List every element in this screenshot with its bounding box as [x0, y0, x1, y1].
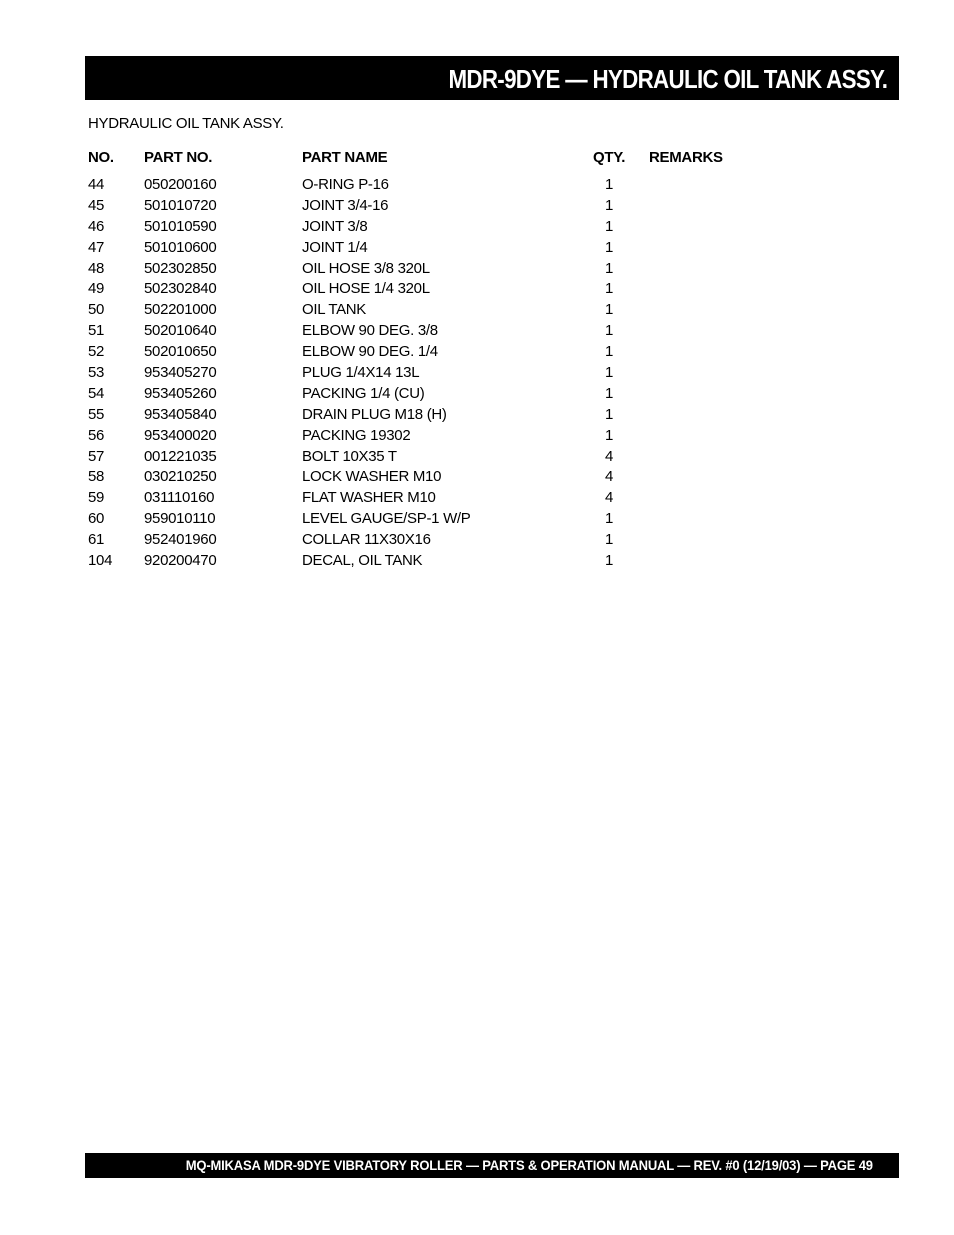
cell-part-name: LEVEL GAUGE/SP-1 W/P: [302, 510, 471, 528]
cell-qty: 1: [604, 531, 613, 549]
table-row: [88, 279, 788, 300]
cell-no: 55: [88, 405, 105, 423]
cell-no: 47: [88, 238, 105, 256]
cell-part-no: 959010110: [144, 510, 216, 528]
cell-part-name: BOLT 10X35 T: [302, 447, 397, 465]
cell-part-name: ELBOW 90 DEG. 1/4: [302, 343, 438, 361]
cell-part-no: 953405840: [144, 405, 217, 423]
table-row: [88, 259, 788, 280]
cell-part-no: 953405270: [144, 364, 217, 382]
table-row: [88, 217, 788, 238]
cell-part-name: COLLAR 11X30X16: [302, 531, 431, 549]
cell-qty: 1: [604, 405, 613, 423]
cell-qty: 1: [604, 238, 613, 256]
cell-part-no: 501010720: [144, 196, 217, 214]
cell-qty: 1: [604, 176, 613, 193]
cell-part-no: 050200160: [144, 176, 217, 193]
table-row: [88, 175, 788, 196]
table-body: [88, 175, 788, 572]
table-row: [88, 300, 788, 321]
cell-part-name: PACKING 19302: [302, 426, 411, 444]
cell-no: 48: [88, 259, 105, 277]
table-row: [88, 467, 788, 488]
page-footer-bar: [85, 1153, 899, 1178]
cell-part-no: 001221035: [144, 447, 217, 465]
table-row: [88, 196, 788, 217]
cell-part-no: 501010600: [144, 238, 217, 256]
cell-part-no: 502302850: [144, 259, 217, 277]
table-row: [88, 509, 788, 530]
cell-part-no: 502201000: [144, 301, 217, 319]
cell-qty: 1: [604, 259, 613, 277]
cell-qty: 1: [604, 343, 613, 361]
cell-part-no: 953400020: [144, 426, 217, 444]
cell-qty: 4: [604, 489, 613, 507]
cell-qty: 1: [604, 364, 613, 382]
cell-no: 58: [88, 468, 105, 486]
cell-qty: 1: [604, 322, 613, 340]
cell-no: 104: [88, 552, 113, 570]
cell-part-no: 953405260: [144, 384, 217, 402]
cell-qty: 1: [604, 280, 613, 298]
cell-part-name: JOINT 3/8: [302, 217, 368, 235]
cell-no: 57: [88, 447, 105, 465]
cell-no: 53: [88, 364, 105, 382]
cell-no: 54: [88, 384, 105, 402]
cell-part-no: 502010650: [144, 343, 217, 361]
cell-part-no: 502010640: [144, 322, 217, 340]
footer-text: MQ-MIKASA MDR-9DYE VIBRATORY ROLLER — PARTS & OPERATION MANUAL — REV. #0 (12/19/03) — PAGE 49: [185, 1157, 873, 1173]
cell-qty: 1: [604, 552, 613, 570]
cell-part-name: JOINT 3/4-16: [302, 196, 389, 214]
table-row: [88, 321, 788, 342]
cell-part-name: DRAIN PLUG M18 (H): [302, 405, 447, 423]
cell-qty: 4: [604, 468, 613, 486]
cell-no: 49: [88, 280, 105, 298]
page-header-bar: [85, 56, 899, 100]
cell-no: 46: [88, 217, 105, 235]
cell-qty: 1: [604, 426, 613, 444]
cell-no: 50: [88, 301, 105, 319]
cell-part-no: 920200470: [144, 552, 217, 570]
page-title: MDR-9DYE — HYDRAULIC OIL TANK ASSY.: [448, 64, 887, 94]
cell-part-name: OIL TANK: [302, 301, 367, 319]
cell-part-name: PLUG 1/4X14 13L: [302, 364, 420, 382]
cell-part-name: FLAT WASHER M10: [302, 489, 436, 507]
cell-no: 45: [88, 196, 105, 214]
cell-part-no: 031110160: [144, 489, 215, 507]
cell-part-name: O-RING P-16: [302, 176, 389, 193]
parts-table: [88, 148, 788, 572]
column-header-remarks: REMARKS: [649, 149, 723, 166]
table-header-row: [88, 148, 788, 175]
cell-part-no: 952401960: [144, 531, 217, 549]
cell-no: 59: [88, 489, 105, 507]
cell-no: 61: [88, 531, 105, 549]
cell-no: 60: [88, 510, 105, 528]
cell-no: 51: [88, 322, 105, 340]
cell-part-no: 502302840: [144, 280, 217, 298]
cell-no: 44: [88, 176, 105, 193]
cell-part-name: PACKING 1/4 (CU): [302, 384, 425, 402]
cell-qty: 1: [604, 384, 613, 402]
table-row: [88, 426, 788, 447]
column-header-qty: QTY.: [593, 149, 626, 166]
cell-part-name: ELBOW 90 DEG. 3/8: [302, 322, 438, 340]
cell-no: 52: [88, 343, 105, 361]
cell-part-no: 501010590: [144, 217, 217, 235]
section-title: HYDRAULIC OIL TANK ASSY.: [88, 115, 284, 132]
cell-qty: 1: [604, 510, 613, 528]
cell-qty: 1: [604, 196, 613, 214]
cell-qty: 4: [604, 447, 613, 465]
column-header-no: NO.: [88, 149, 114, 166]
table-row: [88, 551, 788, 572]
cell-part-name: JOINT 1/4: [302, 238, 368, 256]
cell-part-name: DECAL, OIL TANK: [302, 552, 423, 570]
cell-qty: 1: [604, 217, 613, 235]
table-row: [88, 488, 788, 509]
cell-part-name: LOCK WASHER M10: [302, 468, 442, 486]
table-row: [88, 530, 788, 551]
cell-part-no: 030210250: [144, 468, 217, 486]
table-row: [88, 238, 788, 259]
table-row: [88, 447, 788, 468]
column-header-part-no: PART NO.: [144, 149, 213, 166]
cell-part-name: OIL HOSE 1/4 320L: [302, 280, 430, 298]
table-row: [88, 342, 788, 363]
cell-qty: 1: [604, 301, 613, 319]
table-row: [88, 384, 788, 405]
column-header-part-name: PART NAME: [302, 149, 388, 166]
table-row: [88, 405, 788, 426]
cell-part-name: OIL HOSE 3/8 320L: [302, 259, 430, 277]
table-row: [88, 363, 788, 384]
cell-no: 56: [88, 426, 105, 444]
